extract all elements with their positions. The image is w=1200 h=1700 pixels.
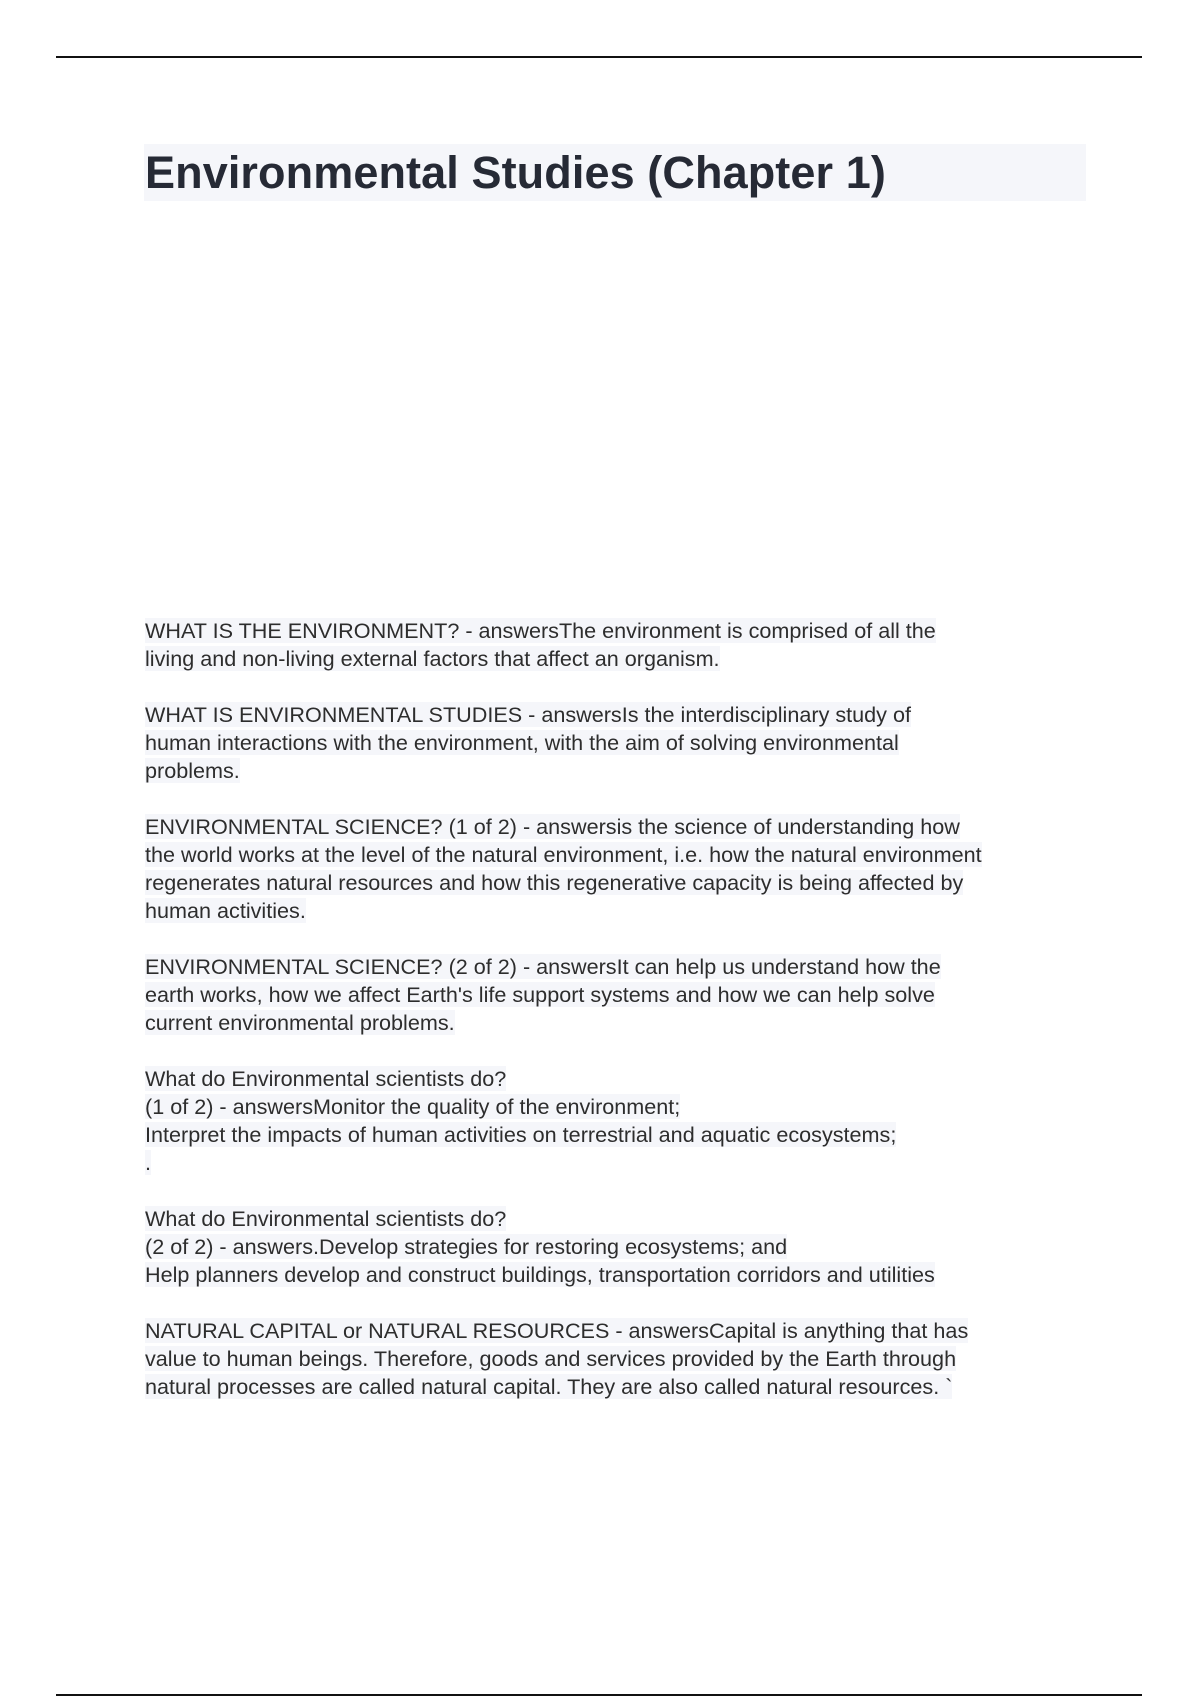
- qa-question: What do Environmental scientists do? (2 of 2) - answers: [145, 1206, 507, 1259]
- qa-entry-scientists-do-1: [145, 1065, 1095, 1177]
- qa-entry-scientists-do-2: [145, 1205, 1095, 1289]
- bottom-rule: [56, 1694, 1142, 1696]
- qa-answer: Monitor the quality of the environment; Interpret the impacts of human activities on terrestrial and aquatic ecosystems; .: [145, 1094, 897, 1175]
- qa-question: WHAT IS ENVIRONMENTAL STUDIES - answers: [145, 702, 622, 727]
- qa-question: NATURAL CAPITAL or NATURAL RESOURCES - answers: [145, 1318, 709, 1343]
- qa-answer: is the science of understanding how the world works at the level of the natural environment, i.e. how the natural environment regenerates natural resources and how this regenerative capacity is being affected by human activities.: [145, 814, 982, 923]
- qa-question: ENVIRONMENTAL SCIENCE? (1 of 2) - answers: [145, 814, 617, 839]
- qa-answer: The environment is comprised of all the living and non-living external factors that affect an organism.: [145, 618, 936, 671]
- qa-highlight: [145, 814, 982, 923]
- qa-highlight: [145, 618, 936, 671]
- qa-highlight: [145, 954, 941, 1035]
- qa-entry-environment: [145, 617, 1095, 673]
- qa-answer: It can help us understand how the earth works, how we affect Earth's life support systems and how we can help solve current environmental problems.: [145, 954, 941, 1035]
- document-title: Environmental Studies (Chapter 1): [145, 147, 886, 198]
- qa-answer: Is the interdisciplinary study of human interactions with the environment, with the aim of solving environmental problems.: [145, 702, 911, 783]
- qa-entry-environmental-studies: [145, 701, 1095, 785]
- qa-highlight: [145, 702, 911, 783]
- top-rule: [56, 56, 1142, 58]
- qa-highlight: [145, 1318, 968, 1399]
- qa-entry-environmental-science-1: [145, 813, 1095, 925]
- qa-question: WHAT IS THE ENVIRONMENT? - answers: [145, 618, 559, 643]
- qa-answer: .Develop strategies for restoring ecosystems; and Help planners develop and construct buildings, transportation corridors and utilities: [145, 1234, 935, 1287]
- qa-highlight: [145, 1066, 896, 1175]
- qa-highlight: [145, 1206, 935, 1287]
- qa-entry-natural-capital: [145, 1317, 1095, 1401]
- qa-entry-environmental-science-2: [145, 953, 1095, 1037]
- qa-answer: Capital is anything that has value to human beings. Therefore, goods and services provided by the Earth through natural processes are called natural capital. They are also called natural resources. `: [145, 1318, 969, 1399]
- qa-question: What do Environmental scientists do? (1 of 2) - answers: [145, 1066, 507, 1119]
- qa-question: ENVIRONMENTAL SCIENCE? (2 of 2) - answers: [145, 954, 617, 979]
- qa-list: [145, 617, 1095, 1429]
